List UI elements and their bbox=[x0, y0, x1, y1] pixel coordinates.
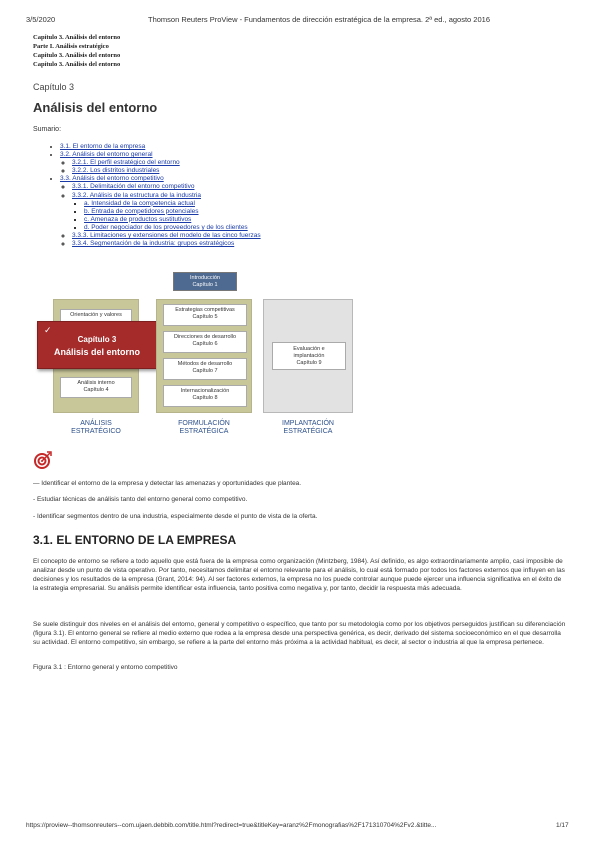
toc-link-3-2-2[interactable]: 3.2.2. Los distritos industriales bbox=[72, 167, 160, 175]
breadcrumb-1[interactable]: Capítulo 3. Análisis del entorno bbox=[33, 34, 121, 41]
toc-item bbox=[72, 232, 542, 240]
chapter-label: Capítulo 3 bbox=[33, 82, 75, 92]
toc-item bbox=[72, 159, 542, 167]
highlight-chapter-number: Capítulo 3 bbox=[77, 335, 117, 344]
breadcrumb-2[interactable]: Parte I. Análisis estratégico bbox=[33, 43, 109, 50]
label-implementation-line1: IMPLANTACIÓN bbox=[282, 420, 334, 427]
label-formulation-line1: FORMULACIÓN bbox=[178, 420, 230, 427]
checkmark-icon: ✓ bbox=[44, 325, 52, 335]
chapter-map-diagram bbox=[33, 272, 398, 444]
intro-chapter: Capítulo 1 bbox=[192, 282, 218, 288]
evaluation-implementation-cell bbox=[272, 342, 346, 370]
development-directions-chapter: Capítulo 6 bbox=[192, 341, 218, 347]
label-formulation-line2: ESTRATÉGICA bbox=[179, 428, 229, 435]
internationalization-title: Internacionalización bbox=[180, 388, 230, 394]
print-date: 3/5/2020 bbox=[26, 15, 56, 24]
development-directions-cell bbox=[163, 331, 247, 353]
orientation-values-cell: Orientación y valores bbox=[60, 309, 132, 323]
label-analysis bbox=[51, 420, 141, 436]
competitive-strategies-chapter: Capítulo 5 bbox=[192, 314, 218, 320]
toc-link-3-2[interactable]: 3.2. Análisis del entorno general bbox=[60, 151, 153, 159]
toc-link-b[interactable]: b. Entrada de competidores potenciales bbox=[84, 207, 199, 215]
toc-link-a[interactable]: a. Intensidad de la competencia actual bbox=[84, 199, 195, 207]
competitive-strategies-title: Estrategias competitivas bbox=[175, 307, 235, 313]
toc-item bbox=[60, 143, 542, 151]
toc-link-3-1[interactable]: 3.1. El entorno de la empresa bbox=[60, 143, 146, 150]
body-paragraph: Se suele distinguir dos niveles en el análisis del entorno, general y competitivo o específico, que tanto por su metodología como por los objetivos perseguidos justifican su diferenciación (figura 3.1). El entorno general se refiere al medio externo que rodea a la empresa desde una perspectiva genérica, es decir, derivado del sistema socioeconómico en el que desarrolla su actividad. El entorno competitivo, sin embargo, se refiere a la parte del entorno más próxima a la actividad habitual, es decir, al sector o industria al que la empresa pertenece. bbox=[33, 621, 566, 646]
toc-item bbox=[84, 216, 542, 224]
toc-link-3-3-3[interactable]: 3.3.3. Limitaciones y extensiones del modelo de las cinco fuerzas bbox=[72, 232, 261, 240]
toc-item bbox=[84, 208, 542, 216]
highlight-chapter-title: Análisis del entorno bbox=[53, 347, 140, 357]
formulation-column bbox=[156, 299, 252, 413]
objective-item: - Estudiar técnicas de análisis tanto del entorno general como competitivo. bbox=[33, 496, 248, 503]
evaluation-line1: Evaluación e bbox=[293, 346, 325, 352]
toc-item bbox=[84, 224, 542, 232]
toc-item bbox=[84, 200, 542, 208]
development-directions-title: Direcciones de desarrollo bbox=[173, 334, 237, 340]
toc-link-c[interactable]: c. Amenaza de productos sustitutivos bbox=[84, 215, 192, 223]
summary-label: Sumario: bbox=[33, 126, 62, 133]
evaluation-chapter: Capítulo 9 bbox=[296, 360, 322, 366]
toc-link-d[interactable]: d. Poder negociador de los proveedores y de los clientes bbox=[84, 223, 248, 231]
internal-analysis-title: Análisis interno bbox=[77, 380, 115, 386]
breadcrumb-4[interactable]: Capítulo 3. Análisis del entorno bbox=[33, 61, 121, 68]
toc-item bbox=[72, 240, 542, 248]
development-methods-chapter: Capítulo 7 bbox=[192, 368, 218, 374]
chapter-title: Análisis del entorno bbox=[33, 100, 158, 115]
footer-url: https://proview--thomsonreuters--com.ujaen.debbib.com/title.html?redirect=true&titleKey=aranz%2Fmonografias%2F171310704%2Fv2.&titte... bbox=[26, 822, 437, 829]
toc-link-3-3-2[interactable]: 3.3.2. Análisis de la estructura de la industria bbox=[72, 191, 201, 199]
development-methods-cell bbox=[163, 358, 247, 380]
document-header-title: Thomson Reuters ProView - Fundamentos de dirección estratégica de la empresa. 2ª ed., agosto 2016 bbox=[148, 15, 490, 24]
implementation-column bbox=[263, 299, 353, 413]
label-formulation bbox=[159, 420, 249, 436]
breadcrumb-3[interactable]: Capítulo 3. Análisis del entorno bbox=[33, 52, 121, 59]
toc-item bbox=[72, 167, 542, 175]
toc-item bbox=[60, 175, 542, 248]
toc-link-3-3[interactable]: 3.3. Análisis del entorno competitivo bbox=[60, 175, 164, 183]
intro-title: Introducción bbox=[190, 275, 220, 281]
target-icon bbox=[34, 451, 52, 469]
toc-link-3-3-4[interactable]: 3.3.4. Segmentación de la industria: grupos estratégicos bbox=[72, 240, 235, 248]
evaluation-line2: implantación bbox=[293, 353, 325, 359]
section-title: 3.1. EL ENTORNO DE LA EMPRESA bbox=[33, 533, 237, 547]
objective-item: — Identificar el entorno de la empresa y detectar las amenazas y oportunidades que plantea. bbox=[33, 480, 302, 487]
label-implementation-line2: ESTRATÉGICA bbox=[283, 428, 333, 435]
toc-item bbox=[72, 192, 542, 232]
objective-item: - Identificar segmentos dentro de una industria, especialmente desde el punto de vista de la oferta. bbox=[33, 513, 318, 520]
page-number: 1/17 bbox=[556, 822, 569, 829]
toc-item bbox=[72, 183, 542, 191]
intro-box bbox=[173, 272, 237, 291]
toc-link-3-2-1[interactable]: 3.2.1. El perfil estratégico del entorno bbox=[72, 159, 180, 167]
label-analysis-line1: ANÁLISIS bbox=[80, 420, 112, 427]
internationalization-chapter: Capítulo 8 bbox=[192, 395, 218, 401]
table-of-contents bbox=[42, 143, 542, 248]
label-implementation bbox=[263, 420, 353, 436]
internal-analysis-cell bbox=[60, 377, 132, 398]
internationalization-cell bbox=[163, 385, 247, 407]
internal-analysis-chapter: Capítulo 4 bbox=[83, 387, 109, 393]
development-methods-title: Métodos de desarrollo bbox=[177, 361, 233, 367]
current-chapter-highlight bbox=[37, 321, 157, 369]
toc-item bbox=[60, 151, 542, 175]
body-paragraph: El concepto de entorno se refiere a todo aquello que está fuera de la empresa como organización (Mintzberg, 1984). Así definido, es algo extraordinariamente amplio, casi imposible de analizar desde un punto de vista operativo. Por tanto, necesitamos delimitar el entorno relevante para el análisis, lo cual está formado por todos los factores externos que influyen en las decisiones y los resultados de la empresa (Grant, 2014: 94). Al ser factores externos, la empresa no los puede controlar aunque puede ejercer una influencia significativa en el éxito de la estrategia empresarial. Su análisis permite identificar esta influencia, tanto positiva como negativa y, por tanto, decidir la respuesta más adecuada. bbox=[33, 558, 565, 592]
label-analysis-line2: ESTRATÉGICO bbox=[71, 428, 121, 435]
competitive-strategies-cell bbox=[163, 304, 247, 326]
toc-link-3-3-1[interactable]: 3.3.1. Delimitación del entorno competitivo bbox=[72, 183, 195, 191]
figure-caption: Figura 3.1 : Entorno general y entorno competitivo bbox=[33, 664, 178, 671]
